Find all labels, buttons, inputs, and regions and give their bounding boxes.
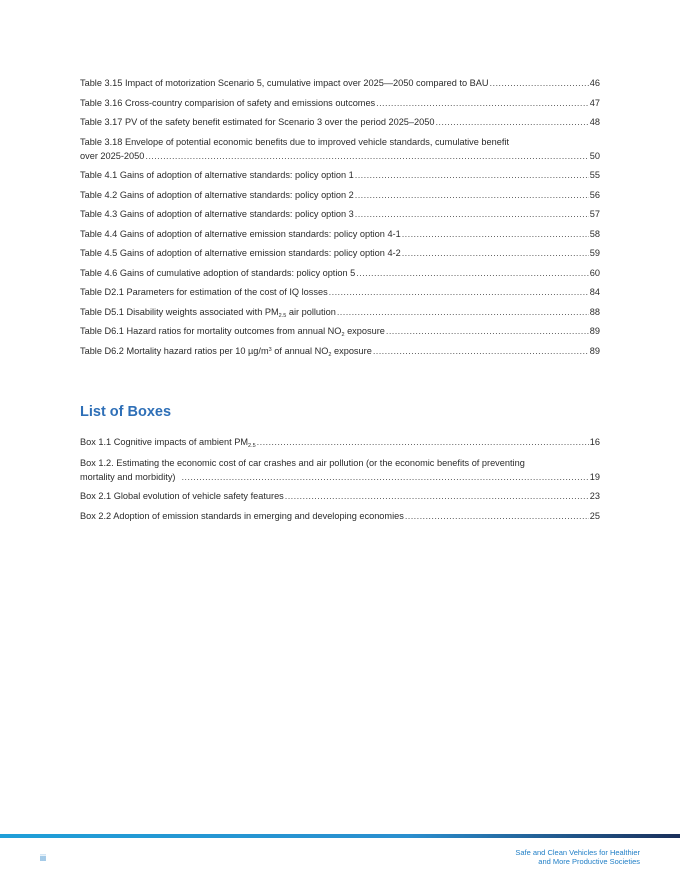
toc-entry-title: Table 4.1 Gains of adoption of alternative standards: policy option 1 [80,170,354,180]
leader-dots [285,490,589,504]
toc-entry[interactable] [80,136,600,163]
leader-dots [402,247,589,261]
toc-entry-title-cont: over 2025-2050 [80,150,145,161]
toc-entry[interactable] [80,116,600,130]
toc-entry[interactable] [80,490,600,504]
toc-entry-title: Table 3.18 Envelope of potential economic benefits due to improved vehicle standards, cumulative benefit [80,137,510,147]
footer-title-line: Safe and Clean Vehicles for Healthier [515,848,640,857]
toc-entry-title: Box 2.2 Adoption of emission standards in emerging and developing economies [80,511,404,521]
footer-divider [0,834,680,838]
leader-dots [376,97,589,111]
leader-dots [356,267,588,281]
leader-dots [355,208,589,222]
footer-title [515,848,640,866]
leader-dots [402,228,589,242]
section-heading: List of Boxes [80,404,172,420]
toc-entry-title: Table 4.3 Gains of adoption of alternative standards: policy option 3 [80,209,354,219]
leader-dots [386,325,589,339]
toc-entry-title: Table 3.17 PV of the safety benefit estimated for Scenario 3 over the period 2025–2050 [80,117,435,127]
leader-dots [257,436,589,450]
toc-entry-title: Table 4.4 Gains of adoption of alternative emission standards: policy option 4-1 [80,229,401,239]
toc-entry[interactable] [80,267,600,281]
toc-entry-page: 55 [589,170,600,180]
toc-entry-title: Table D5.1 Disability weights associated with $PM_{2.5}$ air pollution [80,307,336,319]
toc-entry[interactable] [80,436,600,450]
leader-dots [490,77,589,91]
page-number: iii [40,853,46,863]
toc-entry-page: 47 [589,98,600,108]
toc-entry[interactable] [80,457,600,484]
toc-entry-page: 58 [589,229,600,239]
toc-entry-page: 50 [589,150,600,161]
leader-dots [145,150,588,164]
toc-entry-title: Box 2.1 Global evolution of vehicle safety features [80,491,284,501]
toc-entry[interactable] [80,247,600,261]
toc-entry-title: Box 1.1 Cognitive impacts of ambient $PM_{2.5}$ [80,437,256,449]
leader-dots [181,471,588,485]
toc-entry-page: 84 [589,287,600,297]
toc-entry[interactable] [80,510,600,524]
toc-entry-page: 57 [589,209,600,219]
toc-entry-title: Table D6.1 Hazard ratios for mortality outcomes from annual $NO_2$ exposure [80,326,385,338]
toc-entry-title: Table 4.5 Gains of adoption of alternative emission standards: policy option 4-2 [80,248,401,258]
footer-title-line: and More Productive Societies [538,857,640,866]
toc-entry[interactable] [80,97,600,111]
toc-entry-page: 23 [589,491,600,501]
toc-entry[interactable] [80,169,600,183]
toc-entry[interactable] [80,325,600,339]
leader-dots [337,306,589,320]
toc-entry[interactable] [80,306,600,320]
toc-entry[interactable] [80,77,600,91]
toc-entry[interactable] [80,208,600,222]
toc-entry-page: 46 [589,78,600,88]
toc-entry-title-cont: mortality and morbidity) [80,471,176,482]
toc-entry[interactable] [80,286,600,300]
toc-entry-title: Box 1.2. Estimating the economic cost of car crashes and air pollution (or the economic benefits of preventing [80,458,525,468]
toc-entry-page: 89 [589,326,600,336]
toc-entry-page: 48 [589,117,600,127]
toc-entry-title: Table 4.6 Gains of cumulative adoption of standards: policy option 5 [80,268,356,278]
toc-entry-page: 56 [589,190,600,200]
leader-dots [355,189,589,203]
toc-entry-page: 16 [589,437,600,447]
toc-entry-title: Table D6.2 Mortality hazard ratios per 10 $\mu g/m^3$ of annual $NO_2$ exposure [80,346,372,358]
toc-entry-title: Table 4.2 Gains of adoption of alternative standards: policy option 2 [80,190,354,200]
toc-entry-page: 25 [589,511,600,521]
leader-dots [435,116,588,130]
leader-dots [405,510,589,524]
toc-entry[interactable] [80,228,600,242]
toc-entry-page: 19 [589,471,600,482]
toc-entry-title: Table D2.1 Parameters for estimation of the cost of IQ losses [80,287,328,297]
toc-entry-title: Table 3.16 Cross-country comparision of safety and emissions outcomes [80,98,376,108]
toc-entry[interactable] [80,345,600,359]
leader-dots [373,345,589,359]
toc-entry-page: 89 [589,346,600,356]
toc-entry-page: 88 [589,307,600,317]
toc-entry[interactable] [80,189,600,203]
toc-entry-page: 60 [589,268,600,278]
toc-entry-title: Table 3.15 Impact of motorization Scenario 5, cumulative impact over 2025—2050 compared to BAU [80,78,489,88]
toc-entry-page: 59 [589,248,600,258]
leader-dots [329,286,589,300]
leader-dots [355,169,589,183]
